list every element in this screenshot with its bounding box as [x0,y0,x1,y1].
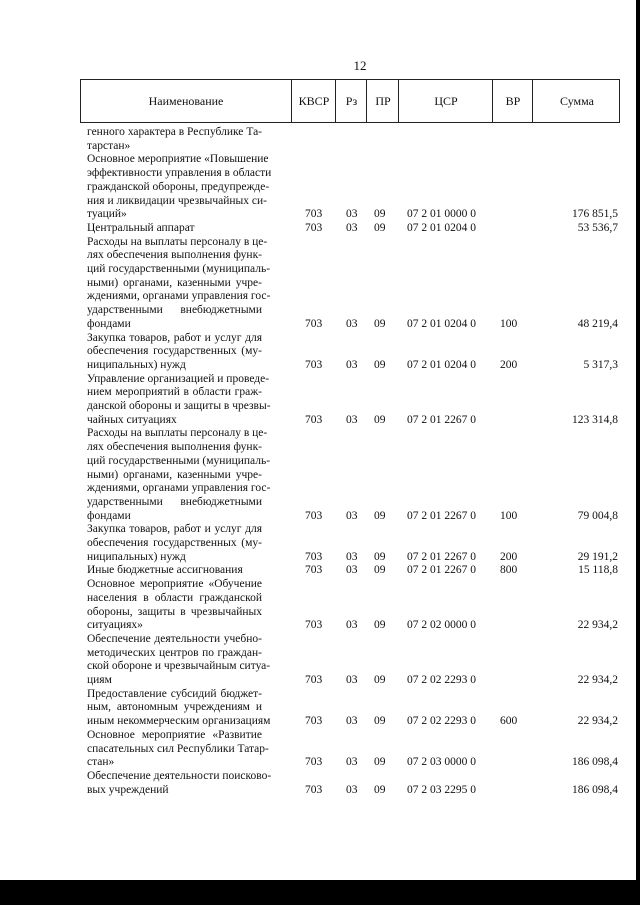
cell-name [87,427,271,523]
cell-pr: 09 [374,358,386,371]
name-line: ным, автономным учреждениям и [87,701,262,714]
table-row [0,427,640,523]
cell-vr: 200 [500,358,518,371]
cell-rz: 03 [346,317,358,330]
cell-sum: 22 934,2 [577,619,618,632]
name-line: Расходы на выплаты персоналу в це- [87,427,268,440]
table-row [0,222,640,236]
cell-pr: 09 [374,564,386,577]
cell-kvsr: 703 [305,783,323,796]
cell-sum: 53 536,7 [577,221,618,234]
table-row [0,578,640,633]
cell-rz: 03 [346,564,358,577]
cell-sum: 79 004,8 [577,509,618,522]
col-pr-header: ПР [366,80,399,122]
name-line: Закупка товаров, работ и услуг для [87,523,262,536]
cell-vr: 100 [500,317,518,330]
table-row [0,126,640,153]
name-line: Обеспечение деятельности поисково- [87,769,272,782]
cell-vr: 800 [500,564,518,577]
cell-name [87,153,272,222]
cell-kvsr: 703 [305,317,323,330]
cell-sum: 186 098,4 [572,783,618,796]
cell-kvsr: 703 [305,756,323,769]
cell-name [87,769,272,797]
cell-csr: 07 2 02 2293 0 [407,673,476,686]
name-line: обеспечения государственных (му- [87,345,262,358]
name-line: Расходы на выплаты персоналу в це- [87,235,268,248]
cell-name [87,332,262,373]
cell-rz: 03 [346,221,358,234]
name-line: Основное мероприятие «Повышение [87,153,269,166]
cell-kvsr: 703 [305,358,323,371]
cell-kvsr: 703 [305,715,323,728]
table-row [0,153,640,222]
col-rz-header: Рз [335,80,367,122]
cell-csr: 07 2 01 2267 0 [407,564,476,577]
table-row [0,523,640,564]
cell-name [87,235,271,332]
cell-name [87,523,262,564]
cell-sum: 176 851,5 [572,208,618,221]
cell-kvsr: 703 [305,509,323,522]
cell-pr: 09 [374,221,386,234]
table-row [0,688,640,729]
name-line: Основное мероприятие «Обучение [87,578,262,591]
name-line: Основное мероприятие «Развитие [87,728,262,741]
name-line: обеспечения государственных (му- [87,537,262,549]
cell-rz: 03 [346,358,358,371]
col-csr-header: ЦСР [398,80,493,122]
cell-csr: 07 2 01 0204 0 [407,358,476,371]
name-line: ными) органами, казенными учре- [87,468,262,481]
cell-name [87,372,271,428]
cell-pr: 09 [374,673,386,686]
cell-rz: 03 [346,550,358,563]
cell-rz: 03 [346,208,358,221]
cell-rz: 03 [346,619,358,632]
table-header [80,79,620,123]
name-line: Предоставление субсидий бюджет- [87,687,262,700]
cell-pr: 09 [374,208,386,221]
cell-kvsr: 703 [305,564,323,577]
name-line: лях обеспечения выполнения функ- [87,441,262,454]
name-line: нием мероприятий в области граж- [87,386,262,399]
cell-rz: 03 [346,783,358,796]
cell-rz: 03 [346,756,358,769]
cell-csr: 07 2 03 2295 0 [407,783,476,796]
cell-rz: 03 [346,413,358,426]
cell-vr: 100 [500,509,518,522]
cell-kvsr: 703 [305,619,323,632]
cell-pr: 09 [374,509,386,522]
name-line: фондами [87,317,131,330]
cell-sum: 22 934,2 [577,673,618,686]
cell-csr: 07 2 02 2293 0 [407,715,476,728]
name-line: вых учреждений [87,783,169,796]
name-line: обороны, защиты в чрезвычайных [87,605,262,618]
cell-name [87,687,271,729]
name-line: фондами [87,509,131,522]
cell-csr: 07 2 01 2267 0 [407,550,476,563]
cell-csr: 07 2 01 2267 0 [407,413,476,426]
table-row [0,332,640,373]
cell-csr: 07 2 01 2267 0 [407,509,476,522]
cell-name [87,728,269,770]
col-name-header: Наименование [148,94,224,108]
table-row [0,633,640,688]
name-line: ниципальных) нужд [87,358,186,371]
name-line: методических центров по граждан- [87,646,262,659]
cell-csr: 07 2 02 0000 0 [407,619,476,632]
page-number: 12 [353,58,367,73]
table-row [0,729,640,770]
cell-name [87,578,262,633]
cell-pr: 09 [374,619,386,632]
cell-pr: 09 [374,413,386,426]
name-line: Управление организацией и проведе- [87,372,270,385]
cell-csr: 07 2 01 0204 0 [407,221,476,234]
name-line: стан» [87,756,115,769]
cell-sum: 5 317,3 [583,358,618,371]
cell-sum: 123 314,8 [572,413,618,426]
name-line: тарстан» [87,139,131,152]
table-row [0,373,640,428]
cell-sum: 15 118,8 [578,564,618,577]
col-kvsr-header: КВСР [291,80,336,122]
name-line: ской обороне и чрезвычайным ситуа- [87,660,271,673]
table-row [0,564,640,578]
cell-kvsr: 703 [305,221,323,234]
col-vr-header: ВР [492,80,533,122]
cell-vr: 600 [500,715,518,728]
name-line: гражданской обороны, предупрежде- [87,180,270,193]
cell-sum: 48 219,4 [577,317,618,330]
cell-rz: 03 [346,715,358,728]
name-line: чайных ситуациях [87,413,177,426]
cell-pr: 09 [374,550,386,563]
name-line: лях обеспечения выполнения функ- [87,249,262,262]
name-line: спасательных сил Республики Татар- [87,742,269,755]
name-line: циям [87,674,112,686]
cell-sum: 22 934,2 [577,715,618,728]
table-row [0,770,640,797]
cell-sum: 186 098,4 [572,756,618,769]
name-line: туаций» [87,208,127,221]
name-line: ждениями, органами управления гос- [87,290,271,303]
name-line: данской обороны и защиты в чрезвы- [87,400,271,412]
cell-vr: 200 [500,550,518,563]
name-line: ждениями, органами управления гос- [87,482,271,495]
name-line: Обеспечение деятельности учебно- [87,632,262,645]
name-line: ций государственными (муниципаль- [87,263,271,275]
name-line: генного характера в Республике Та- [87,126,262,138]
name-line: ниципальных) нужд [87,550,186,563]
cell-sum: 29 191,2 [577,550,618,563]
cell-csr: 07 2 03 0000 0 [407,756,476,769]
cell-name [87,126,262,153]
name-line: иным некоммерческим организациям [87,715,271,728]
name-line: ударственными внебюджетными [87,304,262,317]
cell-rz: 03 [346,673,358,686]
cell-pr: 09 [374,715,386,728]
cell-name [87,222,262,236]
cell-kvsr: 703 [305,208,323,221]
name-line: ными) органами, казенными учре- [87,276,262,289]
cell-name [87,632,271,688]
cell-pr: 09 [374,317,386,330]
cell-pr: 09 [374,783,386,796]
cell-csr: 07 2 01 0000 0 [407,208,476,221]
name-line: ситуациях» [87,619,143,632]
name-line: эффективности управления в области [87,167,272,180]
table-row [0,236,640,332]
scan-edge-bottom [0,880,640,905]
cell-pr: 09 [374,756,386,769]
name-line: ударственными внебюджетными [87,495,262,508]
name-line: Закупка товаров, работ и услуг для [87,331,262,344]
cell-kvsr: 703 [305,413,323,426]
cell-csr: 07 2 01 0204 0 [407,317,476,330]
cell-rz: 03 [346,509,358,522]
name-line: Иные бюджетные ассигнования [87,564,243,577]
name-line: ций государственными (муниципаль- [87,454,271,467]
name-line: Центральный аппарат [87,221,195,234]
name-line: ния и ликвидации чрезвычайных си- [87,194,267,207]
name-line: населения в области гражданской [87,591,262,604]
col-sum-header: Сумма [532,80,621,122]
cell-name [87,564,262,578]
cell-kvsr: 703 [305,550,323,563]
cell-kvsr: 703 [305,673,323,686]
